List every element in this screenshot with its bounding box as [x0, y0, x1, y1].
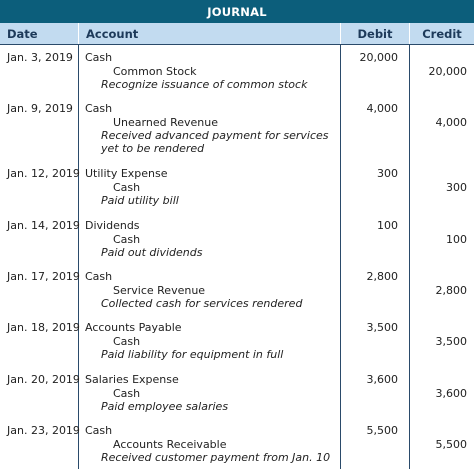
- debit-account: Utility Expense: [85, 167, 168, 180]
- credit-amount: 3,600: [435, 387, 467, 400]
- column-header-date: Date: [7, 26, 38, 41]
- column-header-credit: Credit: [409, 23, 474, 44]
- debit-amount: 100: [377, 219, 398, 232]
- credit-account: Service Revenue: [113, 284, 206, 297]
- entry-memo: Recognize issuance of common stock: [101, 78, 308, 91]
- entry-date: Jan. 14, 2019: [7, 219, 80, 232]
- debit-account: Cash: [85, 270, 113, 283]
- entry-memo: Paid liability for equipment in full: [101, 348, 284, 361]
- entry-memo: Paid employee salaries: [101, 400, 229, 413]
- credit-amount: 100: [446, 233, 467, 246]
- column-divider: [340, 45, 341, 469]
- debit-amount: 4,000: [366, 102, 398, 115]
- debit-account: Dividends: [85, 219, 140, 232]
- column-header-account: Account: [78, 23, 340, 44]
- column-divider: [78, 45, 79, 469]
- entry-memo: Collected cash for services rendered: [101, 297, 303, 310]
- credit-account: Unearned Revenue: [113, 116, 218, 129]
- journal-title: JOURNAL: [0, 0, 474, 23]
- credit-account: Cash: [113, 335, 141, 348]
- debit-account: Accounts Payable: [85, 321, 182, 334]
- column-header-debit: Debit: [340, 23, 409, 44]
- debit-amount: 3,600: [366, 373, 398, 386]
- entry-date: Jan. 3, 2019: [7, 51, 73, 64]
- credit-account: Common Stock: [113, 65, 197, 78]
- entry-memo: Paid utility bill: [101, 194, 179, 207]
- credit-account: Cash: [113, 233, 141, 246]
- credit-amount: 20,000: [428, 65, 467, 78]
- credit-account: Cash: [113, 387, 141, 400]
- debit-amount: 20,000: [359, 51, 398, 64]
- entry-date: Jan. 23, 2019: [7, 424, 80, 437]
- column-divider: [409, 45, 410, 469]
- debit-account: Cash: [85, 102, 113, 115]
- entry-date: Jan. 17, 2019: [7, 270, 80, 283]
- entry-date: Jan. 18, 2019: [7, 321, 80, 334]
- debit-amount: 2,800: [366, 270, 398, 283]
- column-header-row: [0, 23, 474, 45]
- debit-amount: 300: [377, 167, 398, 180]
- credit-amount: 2,800: [435, 284, 467, 297]
- debit-account: Cash: [85, 424, 113, 437]
- entry-memo: Received customer payment from Jan. 10: [101, 451, 331, 464]
- debit-amount: 3,500: [366, 321, 398, 334]
- credit-amount: 3,500: [435, 335, 467, 348]
- debit-account: Cash: [85, 51, 113, 64]
- entry-date: Jan. 20, 2019: [7, 373, 80, 386]
- journal-body: [0, 45, 474, 469]
- entry-memo: Paid out dividends: [101, 246, 203, 259]
- credit-amount: 300: [446, 181, 467, 194]
- credit-account: Cash: [113, 181, 141, 194]
- credit-amount: 4,000: [435, 116, 467, 129]
- debit-account: Salaries Expense: [85, 373, 179, 386]
- credit-account: Accounts Receivable: [113, 438, 227, 451]
- entry-memo: Received advanced payment for services yet to be rendered: [101, 129, 329, 155]
- entry-date: Jan. 12, 2019: [7, 167, 80, 180]
- credit-amount: 5,500: [435, 438, 467, 451]
- debit-amount: 5,500: [366, 424, 398, 437]
- entry-date: Jan. 9, 2019: [7, 102, 73, 115]
